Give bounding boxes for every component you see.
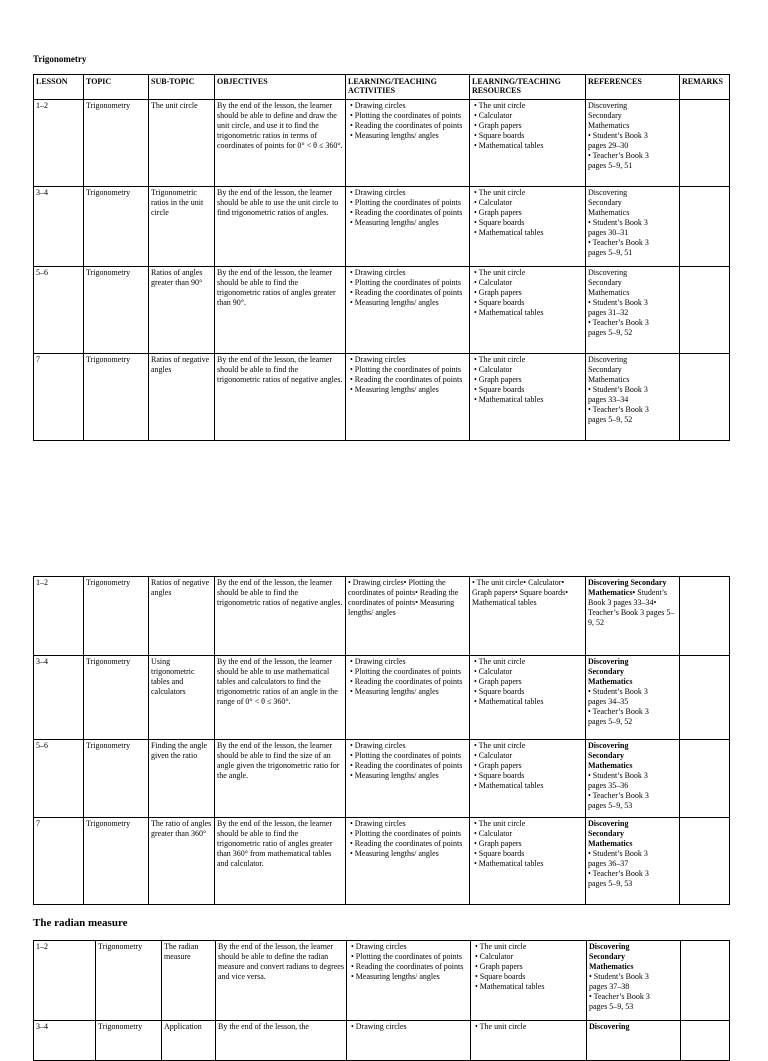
- reference-line: • Teacher’s Book 3: [589, 992, 650, 1001]
- cell-subtopic: The ratio of angles greater than 360°: [149, 818, 215, 905]
- cell-resources: [470, 740, 586, 818]
- table-row: [34, 656, 730, 740]
- activity-item: • Drawing circles: [351, 1022, 407, 1031]
- cell-subtopic: Application: [162, 1021, 216, 1061]
- cell-subtopic: Trigonometric ratios in the unit circle: [149, 187, 215, 267]
- reference-line: pages 34–35: [588, 697, 629, 706]
- resource-item: • Graph papers: [475, 962, 523, 971]
- resource-item: • Mathematical tables: [474, 308, 544, 317]
- resource-item: • Calculator: [474, 829, 513, 838]
- cell-resources: [470, 656, 586, 740]
- cell-activities: [346, 100, 470, 187]
- resource-item: • Graph papers: [474, 121, 522, 130]
- reference-title-line: Discovering: [589, 942, 630, 951]
- activity-item: • Drawing circles: [350, 188, 406, 197]
- cell-lesson: 1–2: [34, 577, 84, 656]
- resource-item: • Square boards: [474, 771, 525, 780]
- cell-references: [587, 941, 681, 1021]
- cell-resources: [471, 941, 587, 1021]
- resource-item: • Calculator: [474, 111, 513, 120]
- reference-line: pages 30–31: [588, 228, 629, 237]
- cell-references: [586, 354, 680, 441]
- activity-item: • Measuring lengths/ angles: [350, 687, 439, 696]
- reference-line: pages 5–9, 53: [588, 879, 633, 888]
- cell-topic: Trigonometry: [84, 100, 149, 187]
- resource-item: • The unit circle: [474, 741, 526, 750]
- activity-item: • Plotting the coordinates of points: [350, 111, 462, 120]
- header-remarks: REMARKS: [680, 75, 730, 100]
- header-lesson: LESSON: [34, 75, 84, 100]
- header-objectives: OBJECTIVES: [215, 75, 346, 100]
- reference-title-line: Discovering: [588, 741, 629, 750]
- cell-references: [586, 267, 680, 354]
- resource-item: • Mathematical tables: [474, 228, 544, 237]
- cell-activities: [346, 818, 470, 905]
- table-row: [34, 818, 730, 905]
- activity-item: • Measuring lengths/ angles: [350, 849, 439, 858]
- resource-item: • Square boards: [475, 972, 526, 981]
- resource-item: • The unit circle: [475, 1022, 527, 1031]
- cell-references: [586, 100, 680, 187]
- cell-topic: Trigonometry: [96, 1021, 162, 1061]
- cell-topic: Trigonometry: [84, 818, 149, 905]
- activity-item: • Measuring lengths/ angles: [350, 131, 439, 140]
- section-title-trigonometry: Trigonometry: [33, 54, 87, 64]
- reference-line: • Teacher’s Book 3: [588, 318, 649, 327]
- resource-item: • Mathematical tables: [474, 859, 544, 868]
- table-row: [34, 354, 730, 441]
- reference-title: Discovering Secondary Mathematics•: [588, 578, 667, 597]
- reference-line: • Teacher’s Book 3: [588, 869, 649, 878]
- reference-line: pages 5–9, 53: [588, 801, 633, 810]
- reference-details: Student’s Book 3 pages 33–34• Teacher’s Book 3 pages 5–9, 52: [588, 588, 675, 627]
- cell-topic: Trigonometry: [84, 656, 149, 740]
- cell-references: [587, 1021, 681, 1061]
- cell-resources: [470, 818, 586, 905]
- reference-title-line: Secondary: [589, 952, 625, 961]
- reference-line: Mathematics: [588, 288, 630, 297]
- reference-title-line: Secondary: [588, 751, 624, 760]
- cell-lesson: 5–6: [34, 267, 84, 354]
- activity-item: • Measuring lengths/ angles: [350, 298, 439, 307]
- table-row: [34, 187, 730, 267]
- cell-objectives: By the end of the lesson, the learner should be able to find the size of an angle given the trigonometric ratio for the angle.: [215, 740, 346, 818]
- cell-topic: Trigonometry: [84, 267, 149, 354]
- activity-item: • Reading the coordinates of points: [350, 288, 463, 297]
- resource-item: • Square boards: [474, 131, 525, 140]
- cell-lesson: 7: [34, 818, 84, 905]
- cell-topic: Trigonometry: [84, 577, 149, 656]
- reference-title-line: Secondary: [588, 667, 624, 676]
- resource-item: • Mathematical tables: [474, 697, 544, 706]
- cell-subtopic: The radian measure: [162, 941, 216, 1021]
- cell-lesson: 3–4: [34, 1021, 96, 1061]
- reference-line: Mathematics: [588, 375, 630, 384]
- reference-line: pages 36–37: [588, 859, 629, 868]
- cell-references: [586, 818, 680, 905]
- cell-resources: [471, 1021, 587, 1061]
- table-row: [34, 941, 730, 1021]
- reference-line: pages 5–9, 52: [588, 717, 633, 726]
- reference-line: • Teacher’s Book 3: [588, 405, 649, 414]
- cell-activities: [347, 941, 471, 1021]
- activity-item: • Drawing circles: [350, 268, 406, 277]
- activity-item: • Measuring lengths/ angles: [350, 218, 439, 227]
- cell-remarks: [680, 100, 730, 187]
- reference-line: Discovering: [588, 188, 628, 197]
- cell-resources: [470, 187, 586, 267]
- reference-line: • Student’s Book 3: [588, 385, 648, 394]
- reference-line: pages 5–9, 52: [588, 415, 633, 424]
- activity-item: • Plotting the coordinates of points: [350, 751, 462, 760]
- activity-item: • Plotting the coordinates of points: [350, 829, 462, 838]
- reference-line: • Student’s Book 3: [588, 687, 648, 696]
- reference-title-line: Discovering: [588, 657, 629, 666]
- cell-subtopic: The unit circle: [149, 100, 215, 187]
- header-resources: LEARNING/TEACHING RESOURCES: [470, 75, 586, 100]
- table-header-row: [34, 75, 730, 100]
- cell-activities: [346, 740, 470, 818]
- cell-resources: [470, 100, 586, 187]
- activity-item: • Measuring lengths/ angles: [350, 771, 439, 780]
- activity-item: • Drawing circles: [350, 819, 406, 828]
- cell-subtopic: Ratios of negative angles: [149, 577, 215, 656]
- reference-title-line: Mathematics: [589, 962, 634, 971]
- reference-line: • Teacher’s Book 3: [588, 151, 649, 160]
- header-subtopic: SUB-TOPIC: [149, 75, 215, 100]
- cell-objectives: By the end of the lesson, the learner should be able to use mathematical tables and calculators to find the trigonometric ratios of an angle in the range of 0° < θ ≤ 360°.: [215, 656, 346, 740]
- resource-item: • The unit circle: [474, 355, 526, 364]
- cell-remarks: [680, 354, 730, 441]
- cell-objectives: By the end of the lesson, the learner should be able to find the trigonometric ratios of angles greater than 90°.: [215, 267, 346, 354]
- cell-remarks: [680, 187, 730, 267]
- section-title-radian-measure: The radian measure: [33, 917, 128, 929]
- cell-objectives: By the end of the lesson, the learner should be able to find the trigonometric ratios of negative angles.: [215, 577, 346, 656]
- reference-line: pages 33–34: [588, 395, 629, 404]
- table-row: [34, 740, 730, 818]
- activity-item: • Reading the coordinates of points: [350, 208, 463, 217]
- cell-activities: [346, 656, 470, 740]
- scheme-table-2: [33, 576, 730, 905]
- resource-item: • The unit circle: [474, 188, 526, 197]
- table-row: [34, 267, 730, 354]
- cell-remarks: [680, 656, 730, 740]
- resource-item: • Calculator: [474, 365, 513, 374]
- cell-lesson: 3–4: [34, 187, 84, 267]
- cell-activities: [346, 354, 470, 441]
- cell-resources: • The unit circle• Calculator• Graph papers• Square boards• Mathematical tables: [470, 577, 586, 656]
- cell-remarks: [681, 941, 730, 1021]
- cell-remarks: [680, 577, 730, 656]
- activity-item: • Measuring lengths/ angles: [351, 972, 440, 981]
- reference-line: pages 37–38: [589, 982, 630, 991]
- activity-item: • Plotting the coordinates of points: [350, 365, 462, 374]
- cell-activities: [347, 1021, 471, 1061]
- activity-item: • Drawing circles: [351, 942, 407, 951]
- resource-item: • The unit circle: [474, 268, 526, 277]
- resource-item: • Square boards: [474, 218, 525, 227]
- header-references: REFERENCES: [586, 75, 680, 100]
- activity-item: • Plotting the coordinates of points: [351, 952, 463, 961]
- activity-item: • Reading the coordinates of points: [350, 375, 463, 384]
- reference-line: • Student’s Book 3: [589, 972, 649, 981]
- resource-item: • Mathematical tables: [474, 781, 544, 790]
- resource-item: • Graph papers: [474, 677, 522, 686]
- reference-line: • Student’s Book 3: [588, 771, 648, 780]
- reference-title-line: Discovering: [589, 1022, 630, 1031]
- resource-item: • Mathematical tables: [475, 982, 545, 991]
- activity-item: • Plotting the coordinates of points: [350, 278, 462, 287]
- activity-item: • Plotting the coordinates of points: [350, 198, 462, 207]
- cell-topic: Trigonometry: [84, 740, 149, 818]
- reference-title-line: Mathematics: [588, 677, 633, 686]
- cell-objectives: By the end of the lesson, the learner should be able to define and draw the unit circle, and use it to find the trigonometric ratios in terms of coordinates of points for 0° < θ ≤ 360°.: [215, 100, 346, 187]
- cell-activities: [346, 267, 470, 354]
- reference-line: Discovering: [588, 268, 628, 277]
- resource-item: • Calculator: [475, 952, 514, 961]
- cell-topic: Trigonometry: [84, 354, 149, 441]
- resource-item: • Calculator: [474, 198, 513, 207]
- cell-lesson: 3–4: [34, 656, 84, 740]
- cell-remarks: [680, 740, 730, 818]
- reference-line: • Teacher’s Book 3: [588, 238, 649, 247]
- cell-activities: [346, 187, 470, 267]
- reference-line: pages 5–9, 51: [588, 248, 633, 257]
- scheme-table-3: [33, 940, 730, 1061]
- reference-title-line: Secondary: [588, 829, 624, 838]
- cell-lesson: 1–2: [34, 100, 84, 187]
- reference-line: Secondary: [588, 111, 622, 120]
- resource-item: • Graph papers: [474, 288, 522, 297]
- resource-item: • Calculator: [474, 751, 513, 760]
- activity-item: • Reading the coordinates of points: [351, 962, 464, 971]
- cell-subtopic: Ratios of angles greater than 90°: [149, 267, 215, 354]
- reference-line: Secondary: [588, 278, 622, 287]
- cell-objectives: By the end of the lesson, the learner should be able to find the trigonometric ratio of angles greater than 360° from mathematical tables and calculator.: [215, 818, 346, 905]
- activity-item: • Drawing circles: [350, 355, 406, 364]
- reference-line: • Teacher’s Book 3: [588, 707, 649, 716]
- resource-item: • The unit circle: [474, 101, 526, 110]
- reference-line: • Student’s Book 3: [588, 218, 648, 227]
- resource-item: • Square boards: [474, 298, 525, 307]
- activity-item: • Drawing circles: [350, 101, 406, 110]
- table-row: [34, 100, 730, 187]
- cell-resources: [470, 354, 586, 441]
- cell-subtopic: Ratios of negative angles: [149, 354, 215, 441]
- reference-line: Secondary: [588, 198, 622, 207]
- activity-item: • Measuring lengths/ angles: [350, 385, 439, 394]
- table-row: [34, 577, 730, 656]
- activity-item: • Reading the coordinates of points: [350, 677, 463, 686]
- reference-line: pages 31–32: [588, 308, 629, 317]
- activity-item: • Drawing circles: [350, 657, 406, 666]
- cell-objectives: By the end of the lesson, the learner should be able to define the radian measure and convert radians to degrees and vice versa.: [216, 941, 347, 1021]
- resource-item: • Graph papers: [474, 208, 522, 217]
- resource-item: • The unit circle: [474, 657, 526, 666]
- reference-line: pages 5–9, 53: [589, 1002, 634, 1011]
- reference-line: Secondary: [588, 365, 622, 374]
- resource-item: • Graph papers: [474, 375, 522, 384]
- reference-line: • Student’s Book 3: [588, 298, 648, 307]
- cell-subtopic: Finding the angle given the ratio: [149, 740, 215, 818]
- cell-topic: Trigonometry: [84, 187, 149, 267]
- cell-remarks: [680, 267, 730, 354]
- activity-item: • Plotting the coordinates of points: [350, 667, 462, 676]
- resource-item: • Calculator: [474, 278, 513, 287]
- activity-item: • Drawing circles: [350, 741, 406, 750]
- cell-remarks: [681, 1021, 730, 1061]
- resource-item: • Graph papers: [474, 761, 522, 770]
- cell-lesson: 7: [34, 354, 84, 441]
- resource-item: • Graph papers: [474, 839, 522, 848]
- resource-item: • Calculator: [474, 667, 513, 676]
- cell-references: [586, 187, 680, 267]
- cell-lesson: 1–2: [34, 941, 96, 1021]
- reference-line: pages 35–36: [588, 781, 629, 790]
- table-row: [34, 1021, 730, 1061]
- reference-line: pages 29–30: [588, 141, 629, 150]
- cell-remarks: [680, 818, 730, 905]
- reference-title-line: Discovering: [588, 819, 629, 828]
- resource-item: • The unit circle: [475, 942, 527, 951]
- reference-line: • Student’s Book 3: [588, 849, 648, 858]
- scheme-table-1: [33, 74, 730, 441]
- cell-references: [586, 656, 680, 740]
- header-activities: LEARNING/TEACHING ACTIVITIES: [346, 75, 470, 100]
- resource-item: • Square boards: [474, 687, 525, 696]
- resource-item: • Square boards: [474, 849, 525, 858]
- cell-objectives: By the end of the lesson, the learner should be able to find the trigonometric ratios of negative angles.: [215, 354, 346, 441]
- resource-item: • Square boards: [474, 385, 525, 394]
- cell-objectives: By the end of the lesson, the: [216, 1021, 347, 1061]
- resource-item: • Mathematical tables: [474, 395, 544, 404]
- cell-resources: [470, 267, 586, 354]
- cell-references: [586, 740, 680, 818]
- cell-objectives: By the end of the lesson, the learner should be able to use the unit circle to find trigonometric ratios of angles.: [215, 187, 346, 267]
- reference-line: Discovering: [588, 355, 628, 364]
- reference-line: pages 5–9, 51: [588, 161, 633, 170]
- reference-title-line: Mathematics: [588, 839, 633, 848]
- reference-line: • Student’s Book 3: [588, 131, 648, 140]
- activity-item: • Reading the coordinates of points: [350, 121, 463, 130]
- reference-title-line: Mathematics: [588, 761, 633, 770]
- resource-item: • Mathematical tables: [474, 141, 544, 150]
- reference-line: • Teacher’s Book 3: [588, 791, 649, 800]
- cell-topic: Trigonometry: [96, 941, 162, 1021]
- reference-line: Mathematics: [588, 208, 630, 217]
- cell-activities: • Drawing circles• Plotting the coordinates of points• Reading the coordinates of points• Measuring lengths/ angles: [346, 577, 470, 656]
- cell-lesson: 5–6: [34, 740, 84, 818]
- cell-subtopic: Using trigonometric tables and calculators: [149, 656, 215, 740]
- header-topic: TOPIC: [84, 75, 149, 100]
- activity-item: • Reading the coordinates of points: [350, 839, 463, 848]
- cell-references: [586, 577, 680, 656]
- reference-line: Discovering: [588, 101, 628, 110]
- resource-item: • The unit circle: [474, 819, 526, 828]
- reference-line: pages 5–9, 52: [588, 328, 633, 337]
- reference-line: Mathematics: [588, 121, 630, 130]
- activity-item: • Reading the coordinates of points: [350, 761, 463, 770]
